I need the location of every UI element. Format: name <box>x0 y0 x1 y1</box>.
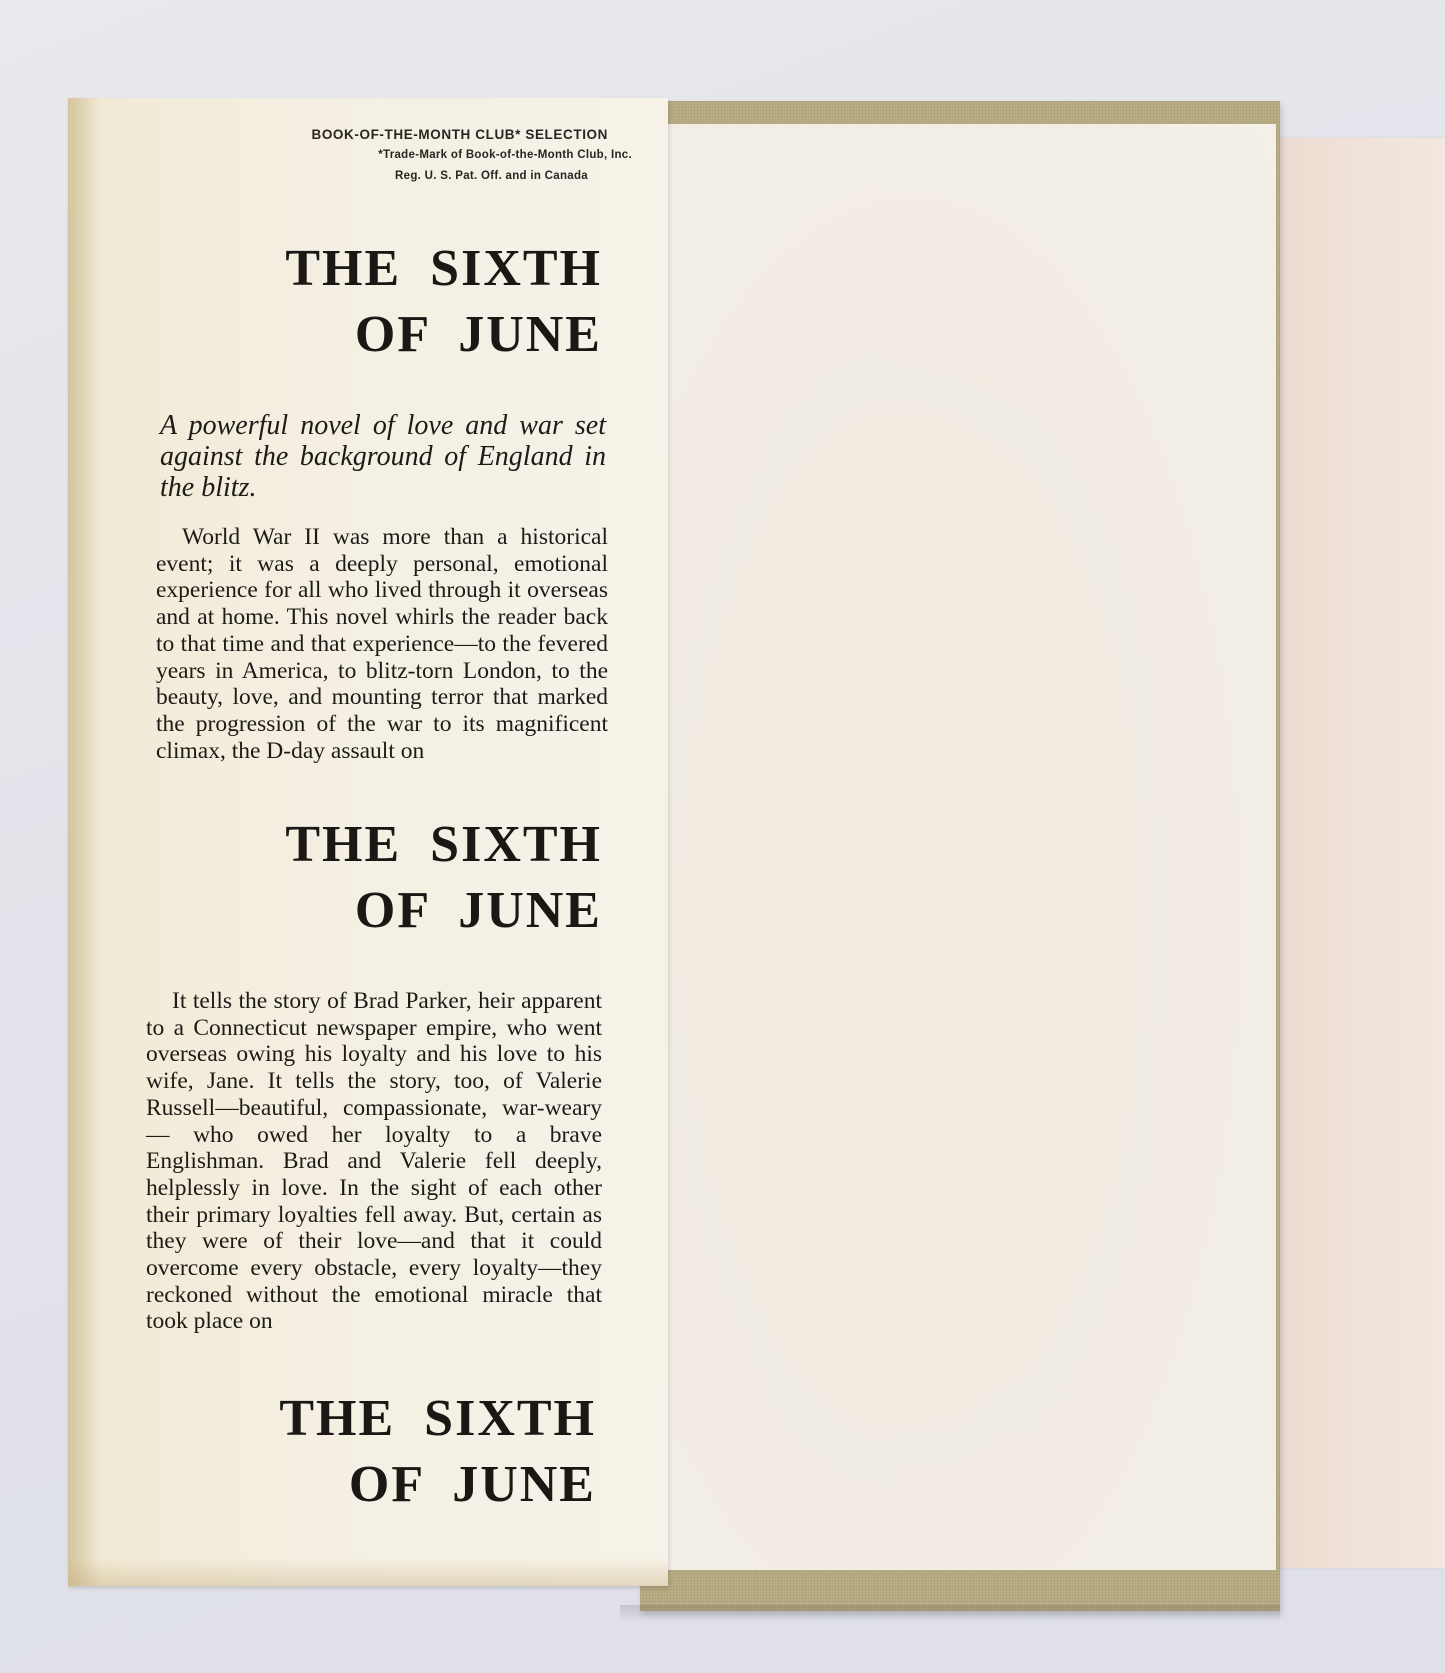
description-paragraph-2 <box>146 988 602 1335</box>
title-top-line-2: OF JUNE <box>354 306 602 363</box>
title-middle-line-2: OF JUNE <box>354 882 602 939</box>
title-top-line-1: THE SIXTH <box>285 240 602 297</box>
title-middle-line-1: THE SIXTH <box>285 816 602 873</box>
book-title-bottom <box>279 1386 596 1518</box>
club-selection-notice <box>212 124 632 187</box>
title-bottom-line-2: OF JUNE <box>348 1456 596 1513</box>
club-line-1: BOOK-OF-THE-MONTH CLUB* SELECTION <box>311 127 608 142</box>
book-title-middle <box>285 812 602 944</box>
dust-jacket-flap <box>68 98 668 1586</box>
tagline: A powerful novel of love and war set against the background of England in the blitz. <box>160 410 606 503</box>
book-endpaper <box>668 124 1276 1570</box>
club-line-3: Reg. U. S. Pat. Off. and in Canada <box>395 170 588 182</box>
paragraph-1-text: World War II was more than a historical event; it was a deeply personal, emotional experience for all who lived through it overseas and at home. This novel whirls the reader back to that time and that experience—to the fevered years in America, to blitz-torn London, to the beauty, love, and mounting terror that marked the progression of the war to its magnificent climax, the D-day assault on <box>156 524 608 764</box>
book-shadow <box>620 1605 1280 1623</box>
description-paragraph-1 <box>156 524 608 764</box>
book-page-edge <box>1270 138 1445 1568</box>
club-line-2: *Trade-Mark of Book-of-the-Month Club, Inc. <box>378 149 632 161</box>
book-title-top <box>285 236 602 368</box>
paragraph-2-text: It tells the story of Brad Parker, heir apparent to a Connecticut newspaper empire, who went overseas owing his loyalty and his love to his wife, Jane. It tells the story, too, of Valerie Russell—beautiful, compassionate, war-weary — who owed her loyalty to a brave Englishman. Brad and Valerie fell deeply, helplessly in love. In the sight of each other their primary loyalties fell away. But, certain as they were of their love—and that it could overcome every obstacle, every loyalty—they reckoned without the emotional miracle that took place on <box>146 988 602 1335</box>
title-bottom-line-1: THE SIXTH <box>279 1390 596 1447</box>
